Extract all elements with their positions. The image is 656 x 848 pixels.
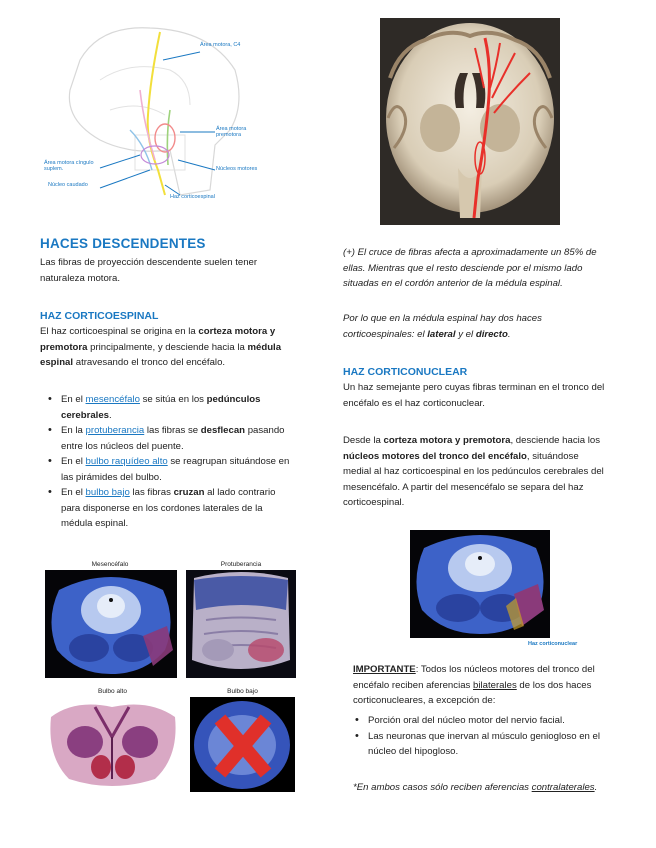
bold-text: corteza motora y premotora — [383, 435, 511, 446]
text: . — [507, 328, 511, 340]
list-item — [46, 392, 296, 423]
diagram-label-cingulate: Área motora cíngulo suplem. — [44, 160, 94, 172]
list-item — [46, 423, 296, 454]
important-label: IMPORTANTE — [353, 664, 416, 675]
underlined-text: bilaterales — [473, 679, 517, 691]
text: En el — [61, 487, 83, 498]
text: : Todos los núcleos motores del tronco del encéfalo reciben aferencias — [353, 664, 595, 691]
text: de los dos haces corticonucleares, a excepción de: — [353, 679, 592, 706]
list-item: • Porción oral del núcleo motor del nervio facial. — [353, 713, 605, 729]
text: En la — [61, 425, 83, 436]
note-two-tracts — [343, 311, 605, 342]
diagram-label-premotor: Área motora premotora — [216, 126, 247, 138]
text: Desde la — [343, 435, 381, 446]
text: pasando entre los núcleos del puente. — [61, 425, 285, 452]
text: al lado contrario para disponerse en los cordones laterales de la médula espinal. — [61, 487, 276, 529]
important-paragraph — [353, 662, 605, 709]
corticoespinal-paragraph — [40, 324, 290, 371]
final-note — [353, 780, 605, 796]
diagram-label-nucleo: Núcleos motores — [216, 166, 258, 172]
diagram-label-tract: Haz corticoespinal — [170, 194, 215, 200]
text: Por lo que en la médula espinal hay dos haces corticoespinales: el — [343, 313, 542, 340]
diagram-label-caudate: Núcleo caudado — [48, 182, 88, 188]
bold-text: pedúnculos cerebrales — [61, 394, 261, 421]
bold-text: médula espinal — [40, 341, 282, 368]
list-item — [46, 485, 296, 532]
caption-bulbo-alto: Bulbo alto — [98, 688, 127, 695]
corticospinal-diagram — [40, 20, 290, 210]
caption-protuberancia: Protuberancia — [220, 561, 262, 568]
bold-text: corteza motora y premotora — [40, 326, 276, 353]
bulbo-alto-image — [45, 697, 180, 792]
caption-mesencefalo: Mesencéfalo — [91, 561, 129, 568]
brain-coronal-photo — [380, 18, 560, 225]
bold-text: lateral — [427, 328, 456, 340]
list-item: • Las neuronas que inervan al músculo geniogloso en el núcleo del hipogloso. — [353, 729, 605, 760]
exceptions-list — [353, 713, 605, 760]
text: se sitúa en los — [142, 394, 204, 405]
corticonuclear-image — [410, 530, 550, 638]
caption-bulbo-bajo: Bulbo bajo — [227, 688, 258, 695]
text: *En ambos casos sólo reciben aferencias — [353, 782, 529, 793]
text: atravesando el tronco del encéfalo. — [75, 357, 226, 368]
section-title-haz-corticoespinal: HAZ CORTICOESPINAL — [40, 310, 159, 322]
bold-text: desflecan — [200, 425, 246, 436]
text: , situándose medial al haz corticoespinal en los pedúnculos cerebrales del mesencéfalo. A partir del mesencéfalo se separa del haz corticoespinal. — [343, 450, 604, 508]
link-mesencefalo[interactable]: mesencéfalo — [85, 394, 140, 405]
text: El haz corticoespinal se origina en la — [40, 326, 196, 337]
section-title-haces-descendentes: HACES DESCENDENTES — [40, 236, 206, 251]
bold-text: núcleos motores del tronco del encéfalo — [343, 450, 527, 462]
text: En el — [61, 456, 83, 467]
link-bulbo-bajo[interactable]: bulbo bajo — [85, 487, 130, 498]
text: y el — [458, 328, 474, 340]
text: las fibras se — [146, 425, 199, 436]
text: . — [109, 409, 112, 421]
text: . — [594, 782, 598, 793]
corticoespinal-bullets — [46, 392, 296, 532]
link-bulbo-alto[interactable]: bulbo raquídeo alto — [85, 456, 168, 467]
mesencefalo-image — [45, 570, 177, 678]
text: principalmente, y desciende hacia la — [90, 341, 245, 353]
corticonuclear-paragraph-2 — [343, 433, 605, 511]
protuberancia-image — [186, 570, 296, 678]
bold-text: cruzan — [173, 487, 205, 498]
bold-text: directo — [475, 328, 508, 340]
image-label-corticonuclear: Haz corticonuclear — [528, 641, 578, 647]
intro-paragraph: Las fibras de proyección descendente suelen tener naturaleza motora. — [40, 257, 258, 284]
text: se reagrupan situándose en las pirámides del bulbo. — [61, 456, 290, 483]
diagram-label-area4: Área motora, C4 — [200, 42, 241, 48]
corticonuclear-paragraph-1: Un haz semejante pero cuyas fibras terminan en el tronco del encéfalo es el haz corticonuclear. — [343, 382, 605, 409]
link-protuberancia[interactable]: protuberancia — [85, 425, 145, 436]
section-title-haz-corticonuclear: HAZ CORTICONUCLEAR — [343, 366, 468, 378]
text: , desciende hacia los — [510, 435, 601, 446]
underlined-text: contralaterales — [531, 782, 595, 793]
bulbo-bajo-image — [190, 697, 295, 792]
text: En el — [61, 394, 83, 405]
list-item — [46, 454, 296, 485]
text: las fibras — [132, 487, 171, 498]
note-crossing: (+) El cruce de fibras afecta a aproximadamente un 85% de ellas. Mientras que el resto desciende por el mismo lado situadas en el cordón anterior de la médula espinal. — [343, 247, 597, 289]
